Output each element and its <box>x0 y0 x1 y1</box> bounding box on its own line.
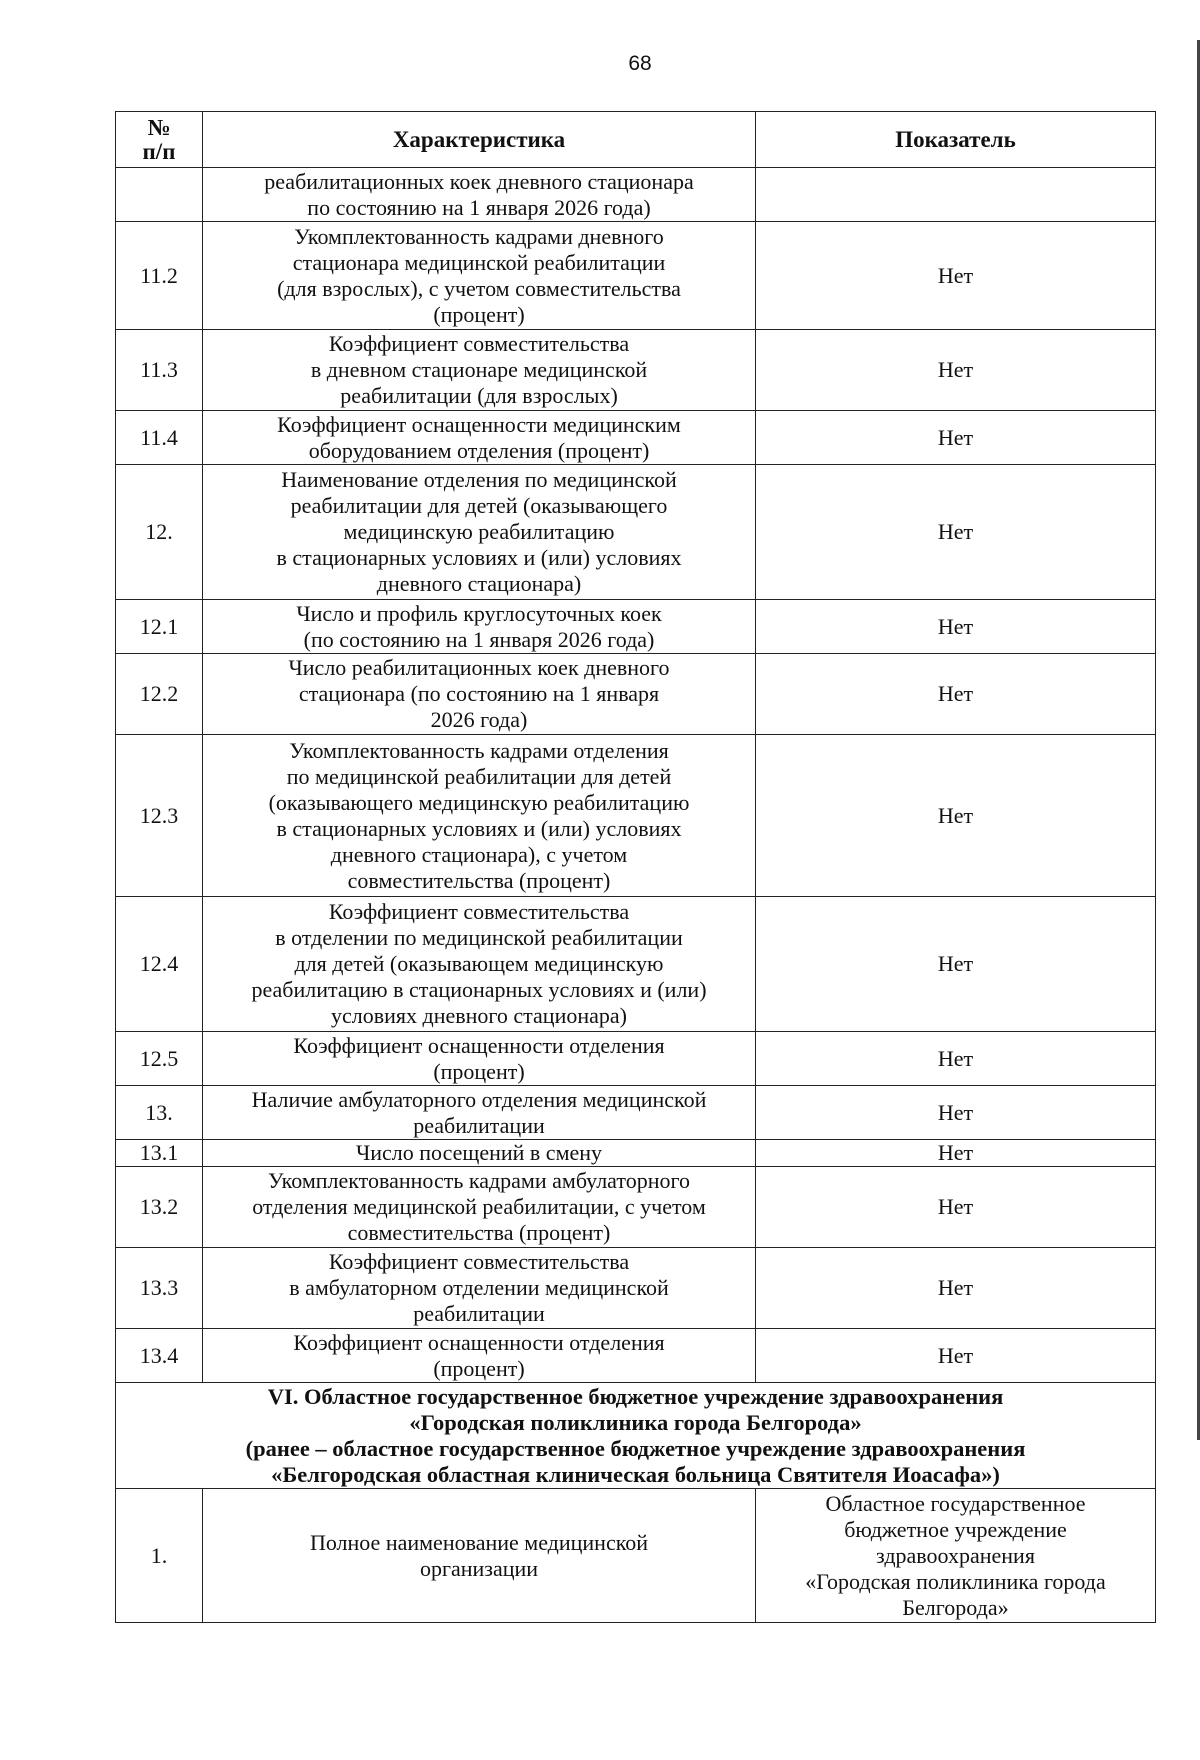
row-num: 11.2 <box>116 222 203 330</box>
row-value: Нет <box>756 411 1156 465</box>
table-row <box>116 1329 1156 1383</box>
table-row <box>116 222 1156 330</box>
row-value: Нет <box>756 1140 1156 1167</box>
header-value: Показатель <box>756 112 1156 168</box>
row-num: 12.4 <box>116 897 203 1032</box>
row-num: 11.3 <box>116 330 203 411</box>
row-characteristic: Укомплектованность кадрами отделения по медицинской реабилитации для детей (оказывающего медицинскую реабилитацию в стационарных условиях и (или) условиях дневного стационара), с учетом совместительства (процент) <box>203 735 756 897</box>
row-num: 12.1 <box>116 600 203 654</box>
row-characteristic: Коэффициент оснащенности медицинским оборудованием отделения (процент) <box>203 411 756 465</box>
row-value: Областное государственное бюджетное учреждение здравоохранения «Городская поликлиника города Белгорода» <box>756 1489 1156 1623</box>
row-value: Нет <box>756 1248 1156 1329</box>
table-row <box>116 1140 1156 1167</box>
row-value: Нет <box>756 465 1156 600</box>
row-value: Нет <box>756 330 1156 411</box>
table-row <box>116 600 1156 654</box>
table-row <box>116 1489 1156 1623</box>
table-row <box>116 465 1156 600</box>
row-value: Нет <box>756 897 1156 1032</box>
section-heading-row <box>116 1383 1156 1489</box>
row-value: Нет <box>756 1329 1156 1383</box>
table-row <box>116 654 1156 735</box>
row-num: 13.3 <box>116 1248 203 1329</box>
row-characteristic: Число реабилитационных коек дневного стационара (по состоянию на 1 января 2026 года) <box>203 654 756 735</box>
row-characteristic: Наличие амбулаторного отделения медицинской реабилитации <box>203 1086 756 1140</box>
row-value: Нет <box>756 735 1156 897</box>
row-value: Нет <box>756 600 1156 654</box>
table-row <box>116 1167 1156 1248</box>
row-characteristic: Коэффициент оснащенности отделения (процент) <box>203 1032 756 1086</box>
table-row <box>116 897 1156 1032</box>
row-characteristic: Укомплектованность кадрами амбулаторного отделения медицинской реабилитации, с учетом совместительства (процент) <box>203 1167 756 1248</box>
section-title: VI. Областное государственное бюджетное учреждение здравоохранения «Городская поликлиника города Белгорода» (ранее – областное государственное бюджетное учреждение здравоохранения «Белгородская областная клиническая больница Святителя Иоасафа») <box>116 1383 1156 1489</box>
table-row <box>116 330 1156 411</box>
table-row <box>116 1032 1156 1086</box>
table-row <box>116 411 1156 465</box>
table-row <box>116 1248 1156 1329</box>
table-row <box>116 1086 1156 1140</box>
table-row <box>116 735 1156 897</box>
row-value: Нет <box>756 1167 1156 1248</box>
row-num: 1. <box>116 1489 203 1623</box>
header-num: № п/п <box>116 112 203 168</box>
row-characteristic: Коэффициент оснащенности отделения (процент) <box>203 1329 756 1383</box>
row-characteristic: Коэффициент совместительства в отделении по медицинской реабилитации для детей (оказывающем медицинскую реабилитацию в стационарных условиях и (или) условиях дневного стационара) <box>203 897 756 1032</box>
row-num: 11.4 <box>116 411 203 465</box>
row-num: 13. <box>116 1086 203 1140</box>
table-header-row <box>116 112 1156 168</box>
row-characteristic: Коэффициент совместительства в дневном стационаре медицинской реабилитации (для взрослых) <box>203 330 756 411</box>
row-value: Нет <box>756 222 1156 330</box>
page-number: 68 <box>628 52 652 75</box>
row-characteristic: Число посещений в смену <box>203 1140 756 1167</box>
row-num: 12.3 <box>116 735 203 897</box>
row-num: 13.2 <box>116 1167 203 1248</box>
table-row <box>116 168 1156 222</box>
row-num: 13.4 <box>116 1329 203 1383</box>
row-value: Нет <box>756 1086 1156 1140</box>
row-characteristic: Наименование отделения по медицинской реабилитации для детей (оказывающего медицинскую реабилитацию в стационарных условиях и (или) условиях дневного стационара) <box>203 465 756 600</box>
row-characteristic: Число и профиль круглосуточных коек (по состоянию на 1 января 2026 года) <box>203 600 756 654</box>
row-characteristic: Укомплектованность кадрами дневного стационара медицинской реабилитации (для взрослых), с учетом совместительства (процент) <box>203 222 756 330</box>
row-characteristic: реабилитационных коек дневного стационара по состоянию на 1 января 2026 года) <box>203 168 756 222</box>
row-num: 12. <box>116 465 203 600</box>
row-characteristic: Коэффициент совместительства в амбулаторном отделении медицинской реабилитации <box>203 1248 756 1329</box>
row-num: 12.5 <box>116 1032 203 1086</box>
row-num <box>116 168 203 222</box>
row-num: 13.1 <box>116 1140 203 1167</box>
data-table <box>115 111 1156 1623</box>
header-characteristic: Характеристика <box>203 112 756 168</box>
row-characteristic: Полное наименование медицинской организации <box>203 1489 756 1623</box>
row-num: 12.2 <box>116 654 203 735</box>
row-value: Нет <box>756 654 1156 735</box>
row-value <box>756 168 1156 222</box>
row-value: Нет <box>756 1032 1156 1086</box>
